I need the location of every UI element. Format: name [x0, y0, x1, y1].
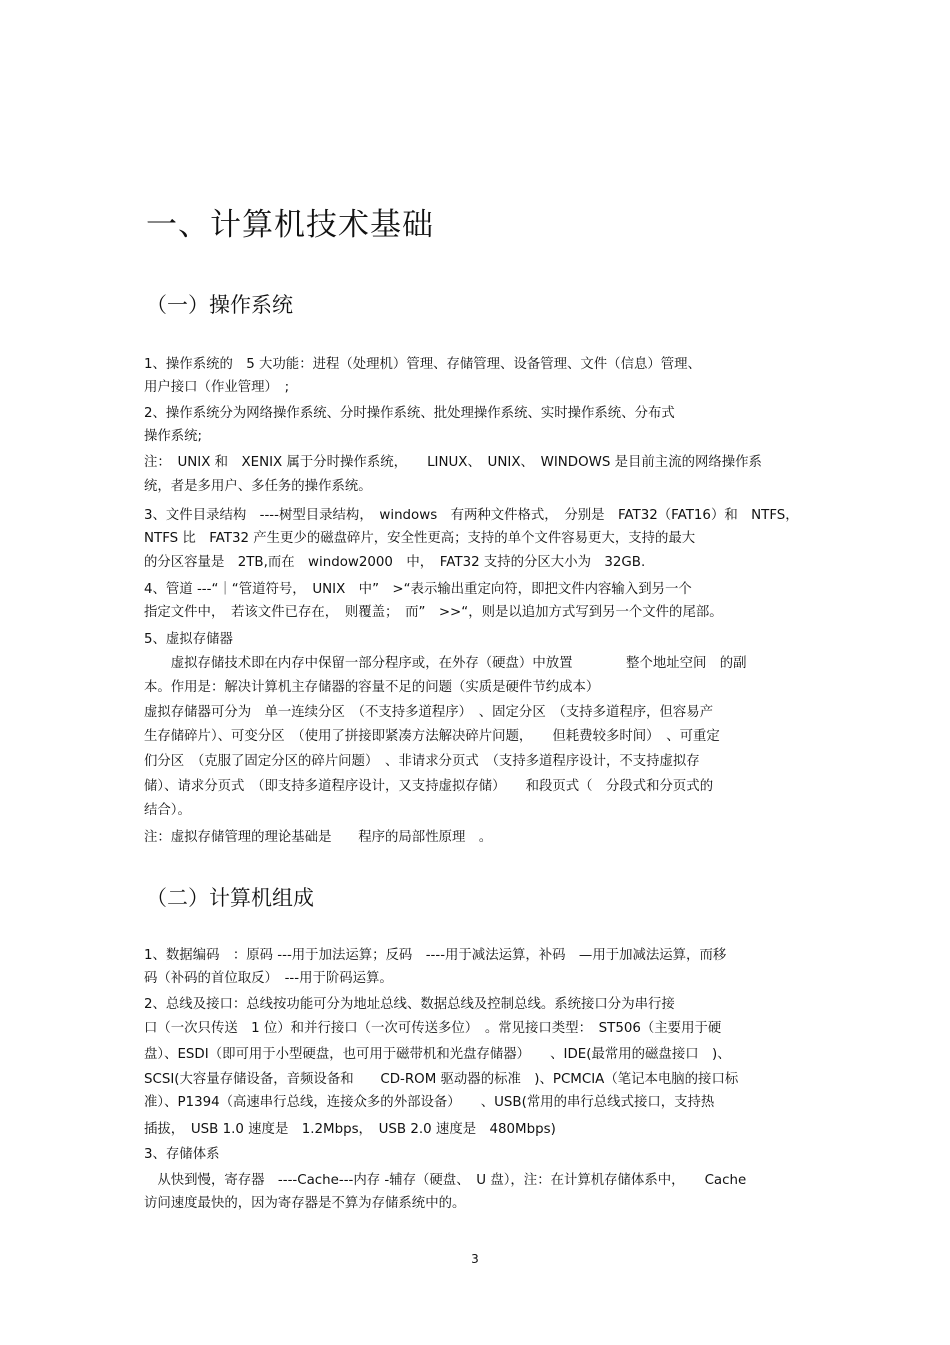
paragraph-line: 指定文件中， 若该文件已存在， 则覆盖； 而” >>“，则是以追加方式写到另一个文件的尾部。 [144, 605, 723, 620]
paragraph-line: SCSI(大容量存储设备，音频设备和 CD-ROM 驱动器的标准 )、PCMCIA（笔记本电脑的接口标 [144, 1072, 739, 1087]
paragraph-line: 口（一次只传送 1 位）和并行接口（一次可传送多位） 。常见接口类型： ST506（主要用于硬 [144, 1021, 722, 1036]
paragraph-line: 1、操作系统的 5 大功能：进程（处理机）管理、存储管理、设备管理、文件（信息）管理、 [144, 357, 701, 372]
chapter-title: 一、计算机技术基础 [146, 207, 434, 243]
paragraph-line: 3、文件目录结构 ----树型目录结构， windows 有两种文件格式， 分别是 FAT32（FAT16）和 NTFS， [144, 508, 799, 523]
paragraph-line: 5、虚拟存储器 [144, 632, 233, 647]
paragraph-line: 虚拟存储器可分为 单一连续分区 （不支持多道程序） 、固定分区 （支持多道程序，但容易产 [144, 705, 714, 720]
paragraph-line: 的分区容量是 2TB,而在 window2000 中， FAT32 支持的分区大小为 32GB. [144, 555, 646, 570]
paragraph-line: 注： UNIX 和 XENIX 属于分时操作系统， LINUX、 UNIX、 WINDOWS 是目前主流的网络操作系 [144, 455, 762, 470]
page-number: 3 [471, 1252, 479, 1266]
paragraph-line: 统，者是多用户、多任务的操作系统。 [144, 479, 372, 494]
paragraph-line: 储）、请求分页式 （即支持多道程序设计，又支持虚拟存储） 和段页式（ 分段式和分页式的 [144, 779, 714, 794]
paragraph-line: 插拔， USB 1.0 速度是 1.2Mbps， USB 2.0 速度是 480Mbps) [144, 1122, 556, 1137]
paragraph-line: 访问速度最快的，因为寄存器是不算为存储系统中的。 [144, 1196, 466, 1211]
paragraph-line: 3、存储体系 [144, 1147, 220, 1162]
paragraph-line: 注：虚拟存储管理的理论基础是 程序的局部性原理 。 [144, 830, 493, 845]
paragraph-line: 1、数据编码 ：原码 ---用于加法运算；反码 ----用于减法运算，补码 —用于加减法运算，而移 [144, 948, 727, 963]
paragraph-line: 用户接口（作业管理） ; [144, 380, 290, 395]
paragraph-line: 生存储碎片）、可变分区 （使用了拼接即紧凑方法解决碎片问题， 但耗费较多时间） 、可重定 [144, 729, 720, 744]
paragraph-line: 码（补码的首位取反） ---用于阶码运算。 [144, 971, 393, 986]
paragraph-line: 4、管道 ---“｜“管道符号， UNIX 中” >“表示输出重定向符，即把文件内容输入到另一个 [144, 582, 692, 597]
paragraph-line: 2、总线及接口：总线按功能可分为地址总线、数据总线及控制总线。系统接口分为串行接 [144, 997, 675, 1012]
paragraph-line: 们分区 （克服了固定分区的碎片问题） 、非请求分页式 （支持多道程序设计，不支持虚拟存 [144, 754, 700, 769]
paragraph-line: 本。作用是：解决计算机主存储器的容量不足的问题（实质是硬件节约成本） [144, 680, 600, 695]
paragraph-line: 操作系统; [144, 429, 203, 444]
paragraph-line: 从快到慢，寄存器 ----Cache---内存 -辅存（硬盘、 U 盘），注：在计算机存储体系中， Cache [144, 1173, 747, 1188]
paragraph-line: 盘）、ESDI（即可用于小型硬盘，也可用于磁带机和光盘存储器） 、IDE(最常用的磁盘接口 )、 [144, 1047, 731, 1062]
paragraph-line: 准）、P1394（高速串行总线，连接众多的外部设备） 、USB(常用的串行总线式接口，支持热 [144, 1095, 715, 1110]
paragraph-line: 虚拟存储技术即在内存中保留一部分程序或，在外存（硬盘）中放置 整个地址空间 的副 [144, 656, 747, 671]
section-title-os: （一）操作系统 [146, 293, 293, 317]
paragraph-line: 结合）。 [144, 803, 191, 818]
section-title-computer-org: （二）计算机组成 [146, 886, 314, 910]
paragraph-line: NTFS 比 FAT32 产生更少的磁盘碎片，安全性更高；支持的单个文件容易更大，支持的最大 [144, 531, 696, 546]
paragraph-line: 2、操作系统分为网络操作系统、分时操作系统、批处理操作系统、实时操作系统、分布式 [144, 406, 675, 421]
